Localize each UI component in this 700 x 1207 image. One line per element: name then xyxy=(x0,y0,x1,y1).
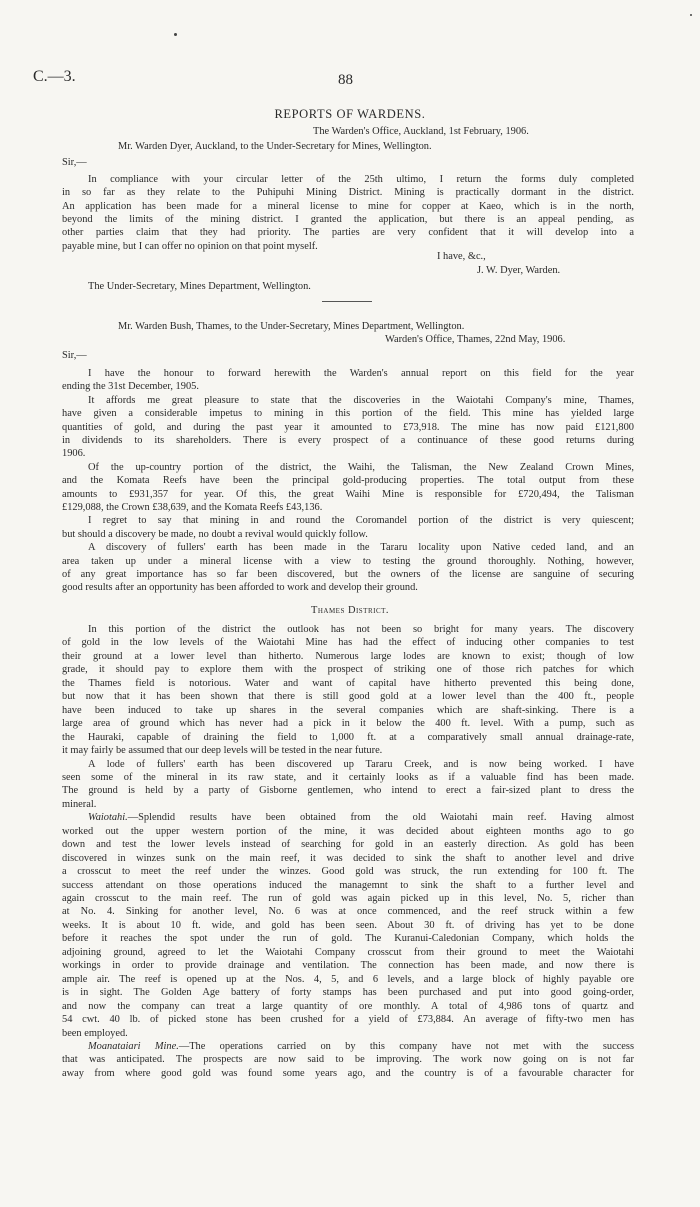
text-line: their ground at a lower level than hitherto. Numerous large lodes are known to exist; though of low xyxy=(62,650,634,662)
text-line: at No. 4. Sinking for another level, No. 6 was at once commenced, and the reef struck within a few xyxy=(62,906,634,918)
letter2-dateline: Warden's Office, Thames, 22nd May, 1906. xyxy=(385,334,566,345)
letter1-address: Mr. Warden Dyer, Auckland, to the Under-Secretary for Mines, Wellington. xyxy=(118,141,432,152)
text-line: but should a discovery be made, no doubt a revival would quickly follow. xyxy=(62,528,368,540)
text-line: been employed. xyxy=(62,1027,128,1039)
text-line: Of the up-country portion of the district, the Waihi, the Talisman, the New Zealand Crown Mines, xyxy=(88,461,634,473)
speck-mark xyxy=(174,33,177,36)
text-line: I regret to say that mining in and round the Coromandel portion of the district is very quiescent; xyxy=(88,515,634,527)
text-line: quantities of gold, and during the past year it amounted to £73,918. The mine has now paid £121,800 xyxy=(62,421,634,433)
page-number: 88 xyxy=(338,72,353,88)
text-line: An application has been made for a mineral license to mine for copper at Kaeo, which is in the north, xyxy=(62,200,634,212)
text-line: the Hauraki, capable of draining the field to 1,000 ft. at a comparatively small annual drainage-rate, xyxy=(62,731,634,743)
text-line: and now the company can treat a large quantity of ore monthly. A total of 4,986 tons of quartz and xyxy=(62,1000,634,1012)
text-line: payable mine, but I can offer no opinion on that point myself. xyxy=(62,240,318,252)
text-line: workings in order to provide drainage and ventilation. The connection has been made, and now there is xyxy=(62,960,634,972)
report-code: C.—3. xyxy=(33,68,76,85)
text-line: discovered in winzes sunk on the main reef, it was decided to sink the shaft to another level and drive xyxy=(62,852,634,864)
text-line: It affords me great pleasure to state that the discoveries in the Waiotahi Company's mine, Thames, xyxy=(88,394,634,406)
text-line: but now that it has been shown that there is still good gold at a lower level than the 400 ft., people xyxy=(62,691,634,703)
text-line: of gold in the low levels of the Waiotahi Mine has had the effect of inducing other companies to test xyxy=(62,637,634,649)
text-line: The ground is held by a party of Gisborne gentlemen, who intend to erect a fair-sized plant to dress the xyxy=(62,785,634,797)
text-line: adjoining ground, agreed to let the Waiotahi Company crosscut from their ground to meet the Waiotahi xyxy=(62,946,634,958)
text-line: In compliance with your circular letter of the 25th ultimo, I return the forms duly completed xyxy=(88,174,634,185)
text-line: of any great importance has so far been discovered, but the owners of the license are sanguine of securing xyxy=(62,569,634,580)
section-title: Thames District. xyxy=(311,605,389,616)
letter1-addressee: The Under-Secretary, Mines Department, Wellington. xyxy=(88,281,311,292)
text-line: success attendant on those operations induced the managemnt to sink the shaft to a further level and xyxy=(62,879,634,891)
text-line: it may fairly be assumed that our deep levels will be tested in the near future. xyxy=(62,745,383,757)
text-line: seen some of the mineral in its raw state, and it certainly looks as if a valuable find has been made. xyxy=(62,771,634,783)
text-line: Waiotahi.—Splendid results have been obtained from the old Waiotahi main reef. Having almost xyxy=(88,812,634,824)
text-line: again crosscut to the main reef. The run of gold was again picked up in this level, No. 5, richer than xyxy=(62,893,634,904)
text-line: that was anticipated. The prospects are now said to be improving. The work now going on is not far xyxy=(62,1054,634,1066)
text-line: A lode of fullers' earth has been discovered up Tararu Creek, and is now being worked. I have xyxy=(88,758,634,770)
text-line: large area of ground which has never had a pick in it below the 400 ft. level. With a pump, such as xyxy=(62,718,634,730)
text-line: A discovery of fullers' earth has been made in the Tararu locality upon Native ceded land, and an xyxy=(88,542,634,554)
letter1-closing: I have, &c., xyxy=(437,251,486,262)
text-line: £129,088, the Crown £38,639, and the Komata Reefs £43,136. xyxy=(62,502,323,513)
text-line: down and test the lower levels instead of searching for gold in an easterly direction. As gold has been xyxy=(62,839,634,851)
text-line: 54 cwt. 40 lb. of picked stone has been crushed for a yield of £73,884. An average of fifty-two men has xyxy=(62,1014,634,1026)
text-line: mineral. xyxy=(62,798,97,810)
text-line: area taken up under a mineral license with a view to testing the ground thoroughly. Nothing, however, xyxy=(62,555,634,567)
text-line: grade, it should pay to explore them with the prospect of striking one of those rich patches for which xyxy=(62,664,634,676)
text-line: amounts to £931,357 for year. Of this, the great Waihi Mine is responsible for £720,494, the Talisman xyxy=(62,488,634,500)
text-line: good results after an opportunity has been afforded to work and develop their ground. xyxy=(62,582,418,594)
text-line: ending the 31st December, 1905. xyxy=(62,381,199,393)
text-line: have been induced to take up shares in the several companies which are shaft-sinking. There is a xyxy=(62,704,634,716)
text-line: other parties claim that they had priority. The parties are very confident that it will develop into a xyxy=(62,227,634,239)
text-line: away from where good gold was found some years ago, and the country is of a favourable character for xyxy=(62,1067,634,1079)
text-line: in dividends to its shareholders. There is every prospect of a continuance of these good returns during xyxy=(62,435,634,446)
text-line: beyond the limits of the mining district. I granted the application, but there is an appeal pending, as xyxy=(62,213,634,225)
separator-rule xyxy=(322,301,372,302)
letter1-dateline: The Warden's Office, Auckland, 1st February, 1906. xyxy=(313,126,529,137)
page-title: REPORTS OF WARDENS. xyxy=(274,107,426,121)
text-line: worked out the upper western portion of the mine, it was decided about eighteen months ago to go xyxy=(62,825,634,837)
text-line: 1906. xyxy=(62,448,86,460)
text-line: weeks. It is about 10 ft. wide, and gold has been seen. About 30 ft. of driving has yet to be done xyxy=(62,919,634,931)
text-line: is in sight. The Golden Age battery of forty stamps has been purchased and put into good going-order, xyxy=(62,987,634,999)
text-line: have given a considerable impetus to mining in this portion of the field. This mine has yielded large xyxy=(62,408,634,420)
text-line: in so far as they relate to the Puhipuhi Mining District. Mining is practically dormant in the district. xyxy=(62,187,634,199)
letter2-address: Mr. Warden Bush, Thames, to the Under-Secretary, Mines Department, Wellington. xyxy=(118,321,465,332)
text-line: ample air. The reef is opened up at the Nos. 4, 5, and 6 levels, and a large block of highly payable ore xyxy=(62,973,634,985)
text-line: I have the honour to forward herewith the Warden's annual report on this field for the year xyxy=(88,368,634,379)
speck-mark xyxy=(690,14,692,16)
letter2-salutation: Sir,— xyxy=(62,350,87,361)
text-line: the Thames field is notorious. Water and want of capital have hitherto prevented this being done, xyxy=(62,677,634,689)
letter1-signature: J. W. Dyer, Warden. xyxy=(477,265,561,276)
text-line: In this portion of the district the outlook has not been so bright for many years. The discovery xyxy=(88,624,634,635)
text-line: Moanataiari Mine.—The operations carried on by this company have not met with the success xyxy=(88,1040,635,1052)
text-line: and the Komata Reefs have been the principal gold-producing properties. The total output from these xyxy=(62,475,634,487)
letter1-salutation: Sir,— xyxy=(62,157,87,168)
text-line: before it reaches the spot under the run of gold. The Kuranui-Caledonian Company, which holds the xyxy=(62,933,634,945)
text-line: a crosscut to meet the reef under the winzes. Good gold was struck, the run extending for 100 ft. The xyxy=(62,866,634,878)
